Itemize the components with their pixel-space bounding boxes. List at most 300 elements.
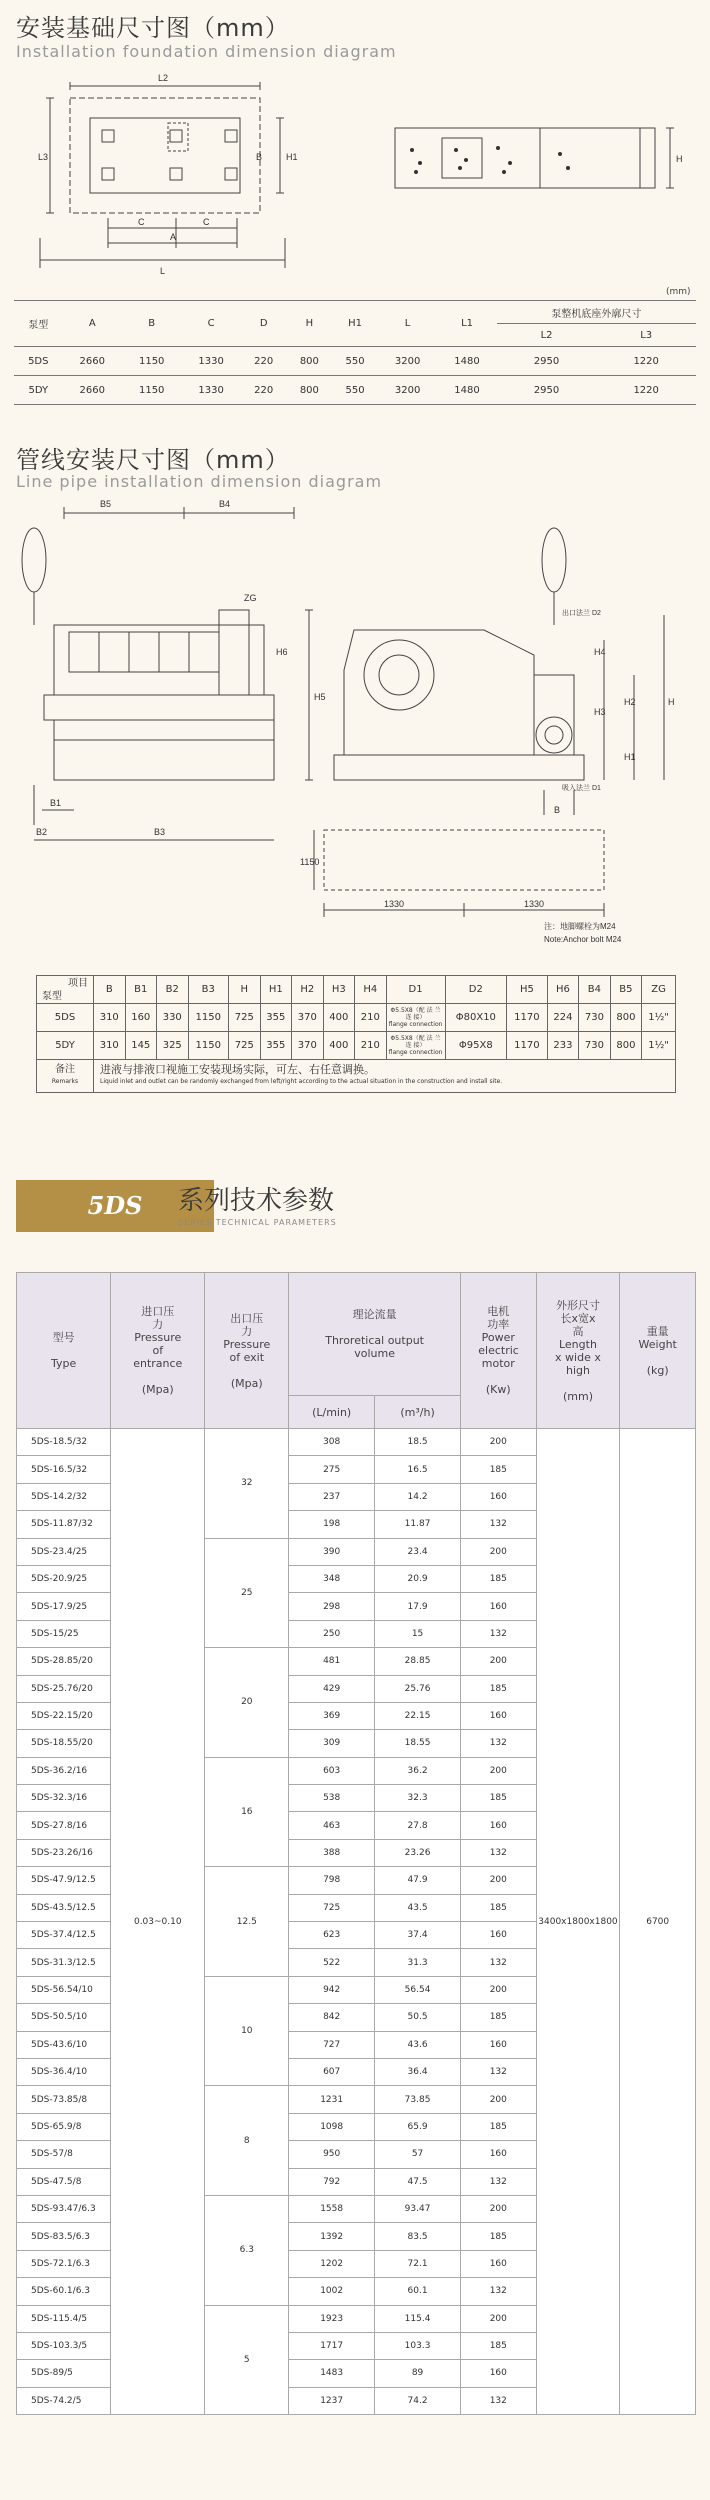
table-cell: 5DS-60.1/6.3 bbox=[17, 2278, 111, 2305]
table-cell: 5DS-17.9/25 bbox=[17, 1593, 111, 1620]
pipeline-table bbox=[36, 975, 676, 1093]
dim-label: B bbox=[256, 152, 263, 162]
header-flow bbox=[289, 1273, 461, 1396]
table-cell: 56.54 bbox=[375, 1976, 461, 2003]
dim-label: C bbox=[203, 217, 210, 227]
header-cell: H1 bbox=[332, 301, 378, 347]
table-cell: 65.9 bbox=[375, 2113, 461, 2140]
table-cell: 5DS-20.9/25 bbox=[17, 1565, 111, 1592]
table-cell: 5DS-72.1/6.3 bbox=[17, 2250, 111, 2277]
specs-table bbox=[16, 1272, 696, 2415]
table-cell: 463 bbox=[289, 1812, 375, 1839]
table-cell: 27.8 bbox=[375, 1812, 461, 1839]
table-cell: 237 bbox=[289, 1483, 375, 1510]
table-cell: 550 bbox=[332, 347, 378, 376]
table-cell: 47.9 bbox=[375, 1867, 461, 1894]
table-cell: 5DS-115.4/5 bbox=[17, 2305, 111, 2332]
corner-top: 项目 bbox=[68, 977, 88, 989]
table-cell: 1202 bbox=[289, 2250, 375, 2277]
table-cell: 1170 bbox=[507, 1032, 548, 1060]
table-cell: 5DS-15/25 bbox=[17, 1620, 111, 1647]
table-cell: 369 bbox=[289, 1702, 375, 1729]
table-cell: 370 bbox=[292, 1004, 324, 1032]
table-cell: 132 bbox=[461, 1511, 537, 1538]
table-cell: 22.15 bbox=[375, 1702, 461, 1729]
table-cell: 220 bbox=[241, 347, 287, 376]
header-size bbox=[536, 1273, 620, 1429]
header-cell: A bbox=[63, 301, 122, 347]
table-cell: 792 bbox=[289, 2168, 375, 2195]
table-cell: 200 bbox=[461, 1757, 537, 1784]
table-cell: 5DS-73.85/8 bbox=[17, 2086, 111, 2113]
table-cell: 1220 bbox=[596, 347, 696, 376]
header-text: Pressure of exit bbox=[223, 1337, 271, 1364]
table-cell: 800 bbox=[610, 1004, 642, 1032]
table-cell: 200 bbox=[461, 1867, 537, 1894]
table-cell: 1480 bbox=[437, 376, 496, 405]
header-cell: H5 bbox=[507, 976, 548, 1004]
table-cell: 1480 bbox=[437, 347, 496, 376]
table-cell: 74.2 bbox=[375, 2387, 461, 2414]
header-cell: L1 bbox=[437, 301, 496, 347]
table-cell: 32 bbox=[205, 1429, 289, 1539]
table-cell: 50.5 bbox=[375, 2004, 461, 2031]
table-cell: 5DS-83.5/6.3 bbox=[17, 2223, 111, 2250]
table-cell: 250 bbox=[289, 1620, 375, 1647]
table-cell: 160 bbox=[461, 1483, 537, 1510]
table-cell: 200 bbox=[461, 1429, 537, 1456]
table-cell: 725 bbox=[289, 1894, 375, 1921]
dim-label: H1 bbox=[624, 752, 636, 762]
dim-label: H1 bbox=[286, 152, 298, 162]
dim-label: A bbox=[170, 232, 177, 242]
header-cell: H3 bbox=[323, 976, 355, 1004]
foundation-title: 安装基础尺寸图（mm） bbox=[16, 14, 290, 42]
header-text: 出口压力 bbox=[230, 1311, 264, 1338]
table-cell: 32.3 bbox=[375, 1785, 461, 1812]
table-cell: 160 bbox=[461, 2141, 537, 2168]
table-cell: 370 bbox=[292, 1032, 324, 1060]
table-cell: 23.4 bbox=[375, 1538, 461, 1565]
table-cell: 160 bbox=[461, 2031, 537, 2058]
table-cell: 355 bbox=[260, 1032, 292, 1060]
table-row bbox=[37, 1004, 676, 1032]
dim-label: C bbox=[138, 217, 145, 227]
table-cell: 14.2 bbox=[375, 1483, 461, 1510]
table-cell: 210 bbox=[355, 1032, 387, 1060]
table-cell: 5DS-18.55/20 bbox=[17, 1730, 111, 1757]
table-cell: 185 bbox=[461, 2332, 537, 2359]
table-cell: 28.85 bbox=[375, 1648, 461, 1675]
table-cell: 5DS-27.8/16 bbox=[17, 1812, 111, 1839]
table-cell: 160 bbox=[125, 1004, 157, 1032]
table-cell: 5DS-103.3/5 bbox=[17, 2332, 111, 2359]
header-text: (mm) bbox=[562, 1389, 593, 1403]
d1-note-en: flange connection bbox=[388, 1049, 443, 1056]
table-cell: 725 bbox=[229, 1032, 261, 1060]
table-row bbox=[37, 1032, 676, 1060]
foundation-plan-drawing bbox=[20, 68, 700, 288]
dim-label: B4 bbox=[219, 499, 231, 509]
table-cell: 3200 bbox=[378, 347, 437, 376]
specs-subtitle: SERIES TECHNICAL PARAMETERS bbox=[178, 1218, 337, 1227]
header-flow-unit-l: (L/min) bbox=[289, 1396, 375, 1429]
table-cell: 185 bbox=[461, 2223, 537, 2250]
table-cell: 132 bbox=[461, 1620, 537, 1647]
table-cell: 800 bbox=[287, 376, 333, 405]
table-cell: 132 bbox=[461, 1730, 537, 1757]
table-cell: 31.3 bbox=[375, 1949, 461, 1976]
header-inlet bbox=[111, 1273, 205, 1429]
table-cell: 2660 bbox=[63, 376, 122, 405]
dim-label: B bbox=[554, 805, 561, 815]
table-cell: 5DS-47.5/8 bbox=[17, 2168, 111, 2195]
table-cell: 5DS bbox=[37, 1004, 94, 1032]
table-cell: 5DS-57/8 bbox=[17, 2141, 111, 2168]
table-cell: 160 bbox=[461, 2360, 537, 2387]
table-cell: 538 bbox=[289, 1785, 375, 1812]
dim-label: B1 bbox=[50, 798, 62, 808]
table-cell: 298 bbox=[289, 1593, 375, 1620]
header-text: 外形尺寸长x宽x高 bbox=[555, 1298, 600, 1338]
header-text: 电机功率 bbox=[487, 1305, 510, 1331]
table-cell: 185 bbox=[461, 1456, 537, 1483]
header-cell: H6 bbox=[547, 976, 579, 1004]
table-cell: 72.1 bbox=[375, 2250, 461, 2277]
table-cell: 10 bbox=[205, 1976, 289, 2086]
header-flow-unit-m3: (m³/h) bbox=[375, 1396, 461, 1429]
dim-label: 出口法兰 D2 bbox=[562, 610, 601, 617]
table-cell: 550 bbox=[332, 376, 378, 405]
dim-label: H4 bbox=[594, 647, 606, 657]
header-text: Length x wide x high bbox=[555, 1337, 601, 1377]
header-outlet bbox=[205, 1273, 289, 1429]
table-cell: 43.5 bbox=[375, 1894, 461, 1921]
table-cell: 5DS-43.5/12.5 bbox=[17, 1894, 111, 1921]
header-cell: B4 bbox=[579, 976, 611, 1004]
header-cell: B bbox=[94, 976, 126, 1004]
table-cell: 1330 bbox=[181, 347, 240, 376]
table-cell: 43.6 bbox=[375, 2031, 461, 2058]
table-cell: 160 bbox=[461, 1702, 537, 1729]
table-cell: 1392 bbox=[289, 2223, 375, 2250]
table-cell: 210 bbox=[355, 1004, 387, 1032]
pipeline-subtitle: Line pipe installation dimension diagram bbox=[16, 472, 383, 491]
dim-label: H5 bbox=[314, 692, 326, 702]
table-cell: 390 bbox=[289, 1538, 375, 1565]
table-cell: 842 bbox=[289, 2004, 375, 2031]
remark-label-cn: 备注 bbox=[55, 1064, 75, 1075]
table-cell: 5DS-36.2/16 bbox=[17, 1757, 111, 1784]
dim-label: B2 bbox=[36, 827, 48, 837]
dim-label: H2 bbox=[624, 697, 636, 707]
table-cell: 132 bbox=[461, 2168, 537, 2195]
dim-label: 吸入法兰 D1 bbox=[562, 785, 601, 792]
table-cell: 481 bbox=[289, 1648, 375, 1675]
header-text: Throretical output volume bbox=[325, 1334, 424, 1361]
table-cell: 132 bbox=[461, 1839, 537, 1866]
header-weight bbox=[620, 1273, 696, 1429]
table-cell: 800 bbox=[287, 347, 333, 376]
header-cell: H4 bbox=[355, 976, 387, 1004]
table-cell: 57 bbox=[375, 2141, 461, 2168]
dim-label: L2 bbox=[158, 73, 169, 83]
table-cell: 1150 bbox=[188, 1004, 229, 1032]
table-cell: 220 bbox=[241, 376, 287, 405]
table-cell: 950 bbox=[289, 2141, 375, 2168]
table-cell: 132 bbox=[461, 2278, 537, 2305]
table-cell: 5DY bbox=[14, 376, 63, 405]
remark-cell bbox=[94, 1060, 676, 1093]
table-cell: 1½" bbox=[642, 1004, 676, 1032]
table-cell: 115.4 bbox=[375, 2305, 461, 2332]
table-cell: 17.9 bbox=[375, 1593, 461, 1620]
remark-label-en: Remarks bbox=[51, 1078, 79, 1085]
table-cell: 132 bbox=[461, 2058, 537, 2085]
table-cell: 5DS-16.5/32 bbox=[17, 1456, 111, 1483]
table-row bbox=[17, 1429, 696, 1456]
header-text: (kg) bbox=[646, 1363, 669, 1377]
table-cell: 5DS-56.54/10 bbox=[17, 1976, 111, 2003]
header-motor bbox=[461, 1273, 537, 1429]
header-text: 理论流量 bbox=[352, 1308, 397, 1322]
d1-note: Φ5.5X8（配 法 兰 连 接） bbox=[390, 1035, 441, 1049]
table-cell: 388 bbox=[289, 1839, 375, 1866]
header-cell: B3 bbox=[188, 976, 229, 1004]
table-cell: 16.5 bbox=[375, 1456, 461, 1483]
table-cell: 5DS-93.47/6.3 bbox=[17, 2195, 111, 2222]
table-row bbox=[14, 347, 696, 376]
table-cell: 18.5 bbox=[375, 1429, 461, 1456]
table-cell: 185 bbox=[461, 1565, 537, 1592]
dim-label: B3 bbox=[154, 827, 166, 837]
table-cell: 1170 bbox=[507, 1004, 548, 1032]
dim-label: H6 bbox=[276, 647, 288, 657]
table-cell: 160 bbox=[461, 1812, 537, 1839]
table-cell: 400 bbox=[323, 1032, 355, 1060]
dim-label: 1330 bbox=[524, 899, 545, 909]
dim-label: L bbox=[160, 266, 166, 276]
table-cell: 5DS-37.4/12.5 bbox=[17, 1922, 111, 1949]
header-text: 进口压力 bbox=[141, 1305, 175, 1331]
table-cell: 5DS-43.6/10 bbox=[17, 2031, 111, 2058]
table-cell: 103.3 bbox=[375, 2332, 461, 2359]
table-cell: 942 bbox=[289, 1976, 375, 2003]
table-cell: 2660 bbox=[63, 347, 122, 376]
table-cell: 1483 bbox=[289, 2360, 375, 2387]
table-cell: 5DS-31.3/12.5 bbox=[17, 1949, 111, 1976]
table-cell: 308 bbox=[289, 1429, 375, 1456]
table-cell: 18.55 bbox=[375, 1730, 461, 1757]
table-cell: 5DS-74.2/5 bbox=[17, 2387, 111, 2414]
table-cell: 798 bbox=[289, 1867, 375, 1894]
table-cell: 522 bbox=[289, 1949, 375, 1976]
table-cell: 3400x1800x1800 bbox=[536, 1429, 620, 2415]
header-text: (Mpa) bbox=[141, 1383, 174, 1396]
header-text: 重量 bbox=[646, 1324, 669, 1338]
table-cell: 60.1 bbox=[375, 2278, 461, 2305]
header-cell: H bbox=[229, 976, 261, 1004]
header-cell: L bbox=[378, 301, 437, 347]
dim-label: 1330 bbox=[384, 899, 405, 909]
table-cell: 200 bbox=[461, 1976, 537, 2003]
table-cell: 6.3 bbox=[205, 2195, 289, 2305]
table-cell: 224 bbox=[547, 1004, 579, 1032]
table-cell: 5DS-36.4/10 bbox=[17, 2058, 111, 2085]
table-cell: 25.76 bbox=[375, 1675, 461, 1702]
table-cell: 330 bbox=[157, 1004, 189, 1032]
table-cell: 5DS-22.15/20 bbox=[17, 1702, 111, 1729]
table-cell: 200 bbox=[461, 2305, 537, 2332]
table-cell: 160 bbox=[461, 1922, 537, 1949]
table-cell: 89 bbox=[375, 2360, 461, 2387]
table-cell: 3200 bbox=[378, 376, 437, 405]
table-cell: 5DS-47.9/12.5 bbox=[17, 1867, 111, 1894]
header-cell: B1 bbox=[125, 976, 157, 1004]
table-cell: 37.4 bbox=[375, 1922, 461, 1949]
table-row bbox=[14, 376, 696, 405]
table-cell: 607 bbox=[289, 2058, 375, 2085]
table-cell: 5DS-28.85/20 bbox=[17, 1648, 111, 1675]
model-badge-text: 5DS bbox=[87, 1191, 143, 1220]
table-cell: 1717 bbox=[289, 2332, 375, 2359]
table-cell: 25 bbox=[205, 1538, 289, 1648]
table-cell: 12.5 bbox=[205, 1867, 289, 1977]
table-cell: 160 bbox=[461, 2250, 537, 2277]
table-cell: 11.87 bbox=[375, 1511, 461, 1538]
table-cell: 73.85 bbox=[375, 2086, 461, 2113]
dim-label: ZG bbox=[244, 593, 257, 603]
table-cell: 800 bbox=[610, 1032, 642, 1060]
header-cell: L2 bbox=[497, 324, 597, 347]
table-cell: 5DY bbox=[37, 1032, 94, 1060]
dim-label: L3 bbox=[38, 152, 49, 162]
table-cell: 5DS-23.4/25 bbox=[17, 1538, 111, 1565]
table-cell: 5DS-23.26/16 bbox=[17, 1839, 111, 1866]
table-cell: 6700 bbox=[620, 1429, 696, 2415]
table-cell: 185 bbox=[461, 2004, 537, 2031]
table-cell: 5DS-32.3/16 bbox=[17, 1785, 111, 1812]
specs-title: 系列技术参数 bbox=[178, 1186, 335, 1216]
table-cell: 275 bbox=[289, 1456, 375, 1483]
table-cell: 83.5 bbox=[375, 2223, 461, 2250]
table-cell: 325 bbox=[157, 1032, 189, 1060]
table-cell: 348 bbox=[289, 1565, 375, 1592]
table-cell: 725 bbox=[229, 1004, 261, 1032]
table-cell: 1231 bbox=[289, 2086, 375, 2113]
header-cell: H2 bbox=[292, 976, 324, 1004]
table-cell: 730 bbox=[579, 1032, 611, 1060]
header-cell: B bbox=[122, 301, 181, 347]
remark-label-cell bbox=[37, 1060, 94, 1093]
table-cell: 400 bbox=[323, 1004, 355, 1032]
table-cell bbox=[386, 1032, 445, 1060]
pipeline-title: 管线安装尺寸图（mm） bbox=[16, 446, 290, 474]
table-cell: 200 bbox=[461, 1648, 537, 1675]
table-cell: 355 bbox=[260, 1004, 292, 1032]
table-cell: 132 bbox=[461, 1949, 537, 1976]
table-cell: 2950 bbox=[497, 347, 597, 376]
dim-label: H bbox=[676, 154, 683, 164]
table-cell: 5DS-11.87/32 bbox=[17, 1511, 111, 1538]
table-cell: 23.26 bbox=[375, 1839, 461, 1866]
table-cell: 1150 bbox=[122, 376, 181, 405]
table-cell: 623 bbox=[289, 1922, 375, 1949]
table-cell: 200 bbox=[461, 2195, 537, 2222]
d1-note: Φ5.5X8（配 法 兰 连 接） bbox=[390, 1007, 441, 1021]
header-text: (Kw) bbox=[485, 1383, 511, 1396]
table-cell: 36.4 bbox=[375, 2058, 461, 2085]
foundation-table bbox=[14, 300, 696, 405]
table-cell: 198 bbox=[289, 1511, 375, 1538]
table-cell: 1220 bbox=[596, 376, 696, 405]
table-cell: 185 bbox=[461, 2113, 537, 2140]
table-cell: 1098 bbox=[289, 2113, 375, 2140]
table-cell: 5DS-89/5 bbox=[17, 2360, 111, 2387]
header-text: 型号 bbox=[52, 1331, 75, 1344]
dim-label: H bbox=[668, 697, 675, 707]
header-cell: 泵型 bbox=[14, 301, 63, 347]
corner-bottom: 泵型 bbox=[42, 990, 62, 1002]
table-cell bbox=[386, 1004, 445, 1032]
dim-label: B5 bbox=[100, 499, 112, 509]
table-cell: 1558 bbox=[289, 2195, 375, 2222]
header-type bbox=[17, 1273, 111, 1429]
header-cell: B2 bbox=[157, 976, 189, 1004]
header-text: Weight bbox=[638, 1337, 677, 1351]
table-cell: 730 bbox=[579, 1004, 611, 1032]
header-cell: H1 bbox=[260, 976, 292, 1004]
header-cell: L3 bbox=[596, 324, 696, 347]
header-cell: C bbox=[181, 301, 240, 347]
header-text: Pressure of entrance bbox=[133, 1331, 183, 1370]
table-cell: 1150 bbox=[122, 347, 181, 376]
table-cell: 5DS-25.76/20 bbox=[17, 1675, 111, 1702]
table-cell: 160 bbox=[461, 1593, 537, 1620]
dim-label: H3 bbox=[594, 707, 606, 717]
table-cell: 145 bbox=[125, 1032, 157, 1060]
remark-cn: 进液与排液口视施工安装现场实际，可左、右任意调换。 bbox=[100, 1063, 375, 1076]
table-cell: 93.47 bbox=[375, 2195, 461, 2222]
table-cell: 727 bbox=[289, 2031, 375, 2058]
table-cell: 200 bbox=[461, 1538, 537, 1565]
table-cell: 310 bbox=[94, 1004, 126, 1032]
d1-note-en: flange connection bbox=[388, 1021, 443, 1028]
anchor-note-en: Note:Anchor bolt M24 bbox=[544, 935, 622, 944]
table-cell: 8 bbox=[205, 2086, 289, 2196]
table-cell: 5DS bbox=[14, 347, 63, 376]
dim-label: 1150 bbox=[300, 857, 320, 867]
header-cell: D bbox=[241, 301, 287, 347]
table-cell: 200 bbox=[461, 2086, 537, 2113]
table-cell: 0.03~0.10 bbox=[111, 1429, 205, 2415]
table-cell: 5DS-65.9/8 bbox=[17, 2113, 111, 2140]
table-cell: 132 bbox=[461, 2387, 537, 2414]
table-cell: 185 bbox=[461, 1785, 537, 1812]
table-cell: 1330 bbox=[181, 376, 240, 405]
table-cell: 1150 bbox=[188, 1032, 229, 1060]
header-text: (Mpa) bbox=[230, 1376, 263, 1390]
foundation-subtitle: Installation foundation dimension diagram bbox=[16, 42, 397, 61]
header-cell: B5 bbox=[610, 976, 642, 1004]
table-cell: 233 bbox=[547, 1032, 579, 1060]
table-cell: 15 bbox=[375, 1620, 461, 1647]
table-cell: 1237 bbox=[289, 2387, 375, 2414]
header-text: Power electric motor bbox=[478, 1331, 519, 1370]
table-cell: 309 bbox=[289, 1730, 375, 1757]
table-cell: 20.9 bbox=[375, 1565, 461, 1592]
table-cell: 429 bbox=[289, 1675, 375, 1702]
